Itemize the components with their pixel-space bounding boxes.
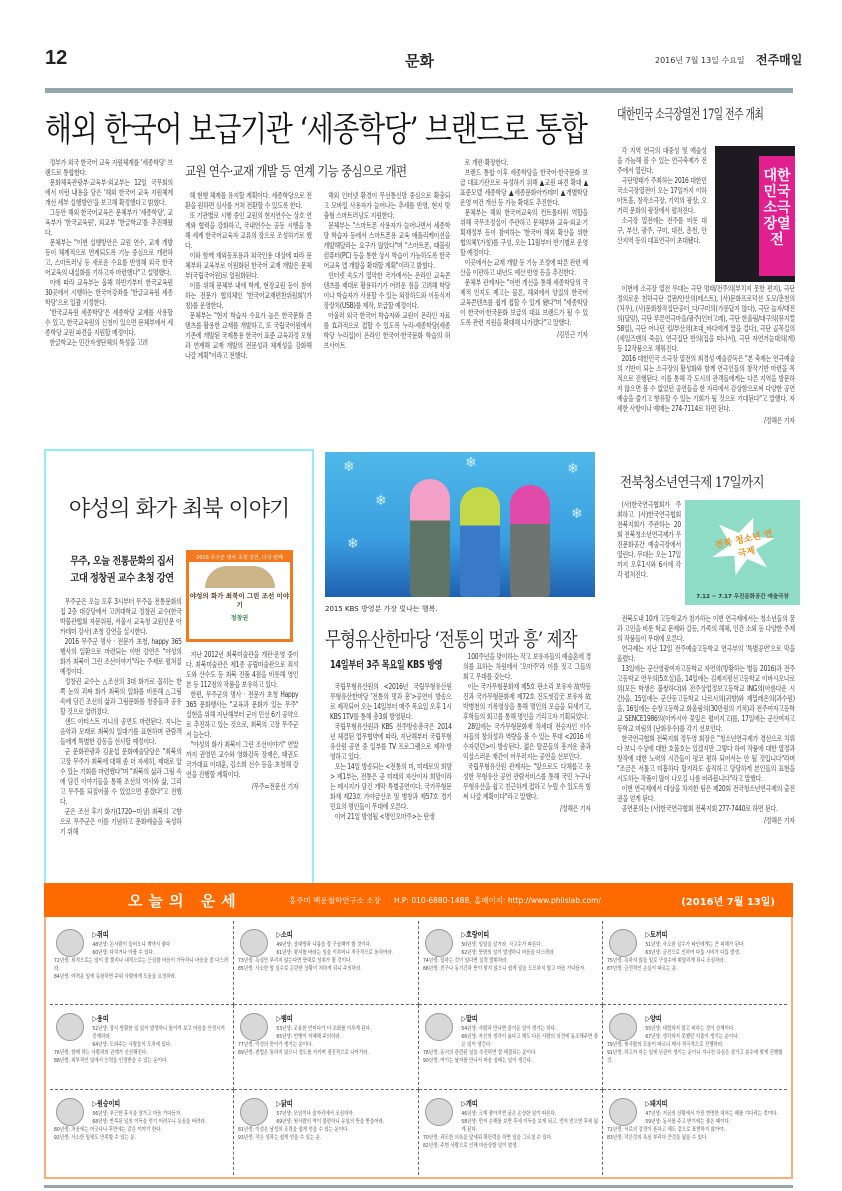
fortune-line: 67년생: 생각하지 못했던 지출이 생기는 운이다. <box>645 1034 739 1040</box>
fortune-line: 56년생: 푸근한 휴식을 삼가고 마음 가다듬자. <box>92 1111 182 1117</box>
fortune-line: 70년생: 과도한 의욕을 앞세워 확단력을 하면 일을 그르칠 수 있다. <box>422 1135 552 1141</box>
horoscope-sign <box>419 921 603 1005</box>
middle-article-col1 <box>330 682 452 822</box>
fortune-line: 69년생: 윗사람의 역이 불편하니 유일의 뜻을 받들어라. <box>276 1119 385 1125</box>
sidebar-article-2-top <box>617 500 681 580</box>
middle-subheadline: 14일부터 3주 목요일 KBS 방영 <box>330 659 443 671</box>
fortune-line: 68년생: 반목된 일의 이득을 얻기 어려우니 욕심을 버려라. <box>92 1119 207 1125</box>
fortune-line: 52년생: 잠시 방황한 일 있이 발생하니 돌이켜 보고 마음을 안정시켜 중재하라. <box>92 1026 225 1040</box>
paragraph: 한편, 무주군의 명사 · 전문가 초청 Happy 365 문화행사는 "교육과 문화가 있는 무주" 실현을 위해 지난해부터 군이 민선 6기 공약으로 추진하고 있는 것으로, 최북의 고장 무주군서 늘는다. <box>186 690 299 739</box>
horoscope-sign-text <box>238 1013 413 1057</box>
paragraph: (사)한국연극협회가 주최하고 (사)한국연극협회 전북지회가 주관하는 20회 전북청소년연극제가 우진문화공간 예술극장에서 열린다. 무대는 오는 17일까지 오후1시와 6시에 각각 펼쳐진다. <box>617 500 681 579</box>
paragraph: 문체부는 "이번 실행방안은 교원 연수, 교재 개발 등이 체계적으로 연계되도록 기능 중심으로 개편하고, 스마트러닝 등 새로운 수요를 반영해 외국 한국어교육의 내실화를 기하고자 마련했다"고 설명했다. <box>45 238 173 277</box>
paragraph: 군 문화관광과 김윤섭 문화예술담당은 "최북의 고장 무주가 최북에 대해 좀 더 자세히, 제대로 알 수 있는 기회를 마련했다"며 "최북의 삶과 그림 속에 담긴 이야기들을 통해 조선의 역사와 삶, 그리고 무주를 되짚어볼 수 있었으면 좋겠다"고 전했다. <box>60 747 182 806</box>
main-article-col1 <box>45 158 173 348</box>
paragraph: 이번에 소극장 열전 무대는 극단 명태/전주의(부치지 못한 편지), 극단 정의로운 천하극단 걸판/안산의(레스트), (사)문화프로덕션 도모/춘천의(처우), (사)문화창작집단공터_다/구미의(가롱답지 않다), 극단 놀자/대전의(달맞), 극단 푸른연극마을/광주(인터고레), 극단 한울림/대구의(뮤지컬 58일), 극단 어나던 킹/부산의(초대_바다에게 말을 걸다), 극단 골목길의(세일즈맨의 죽음), 연극집단 반의(집을 떠나서), 극단 자연거늘대의(개) 등 12작품으로 채워진다. <box>617 284 795 353</box>
paragraph: 소극장 열전에는 전주를 비롯 대구, 부산, 광주, 구미, 대전, 춘천, 안산지역 등의 대표연극이 초대됐다. <box>617 216 707 245</box>
fortune-line: 46년생: 크게 좋아지면 굴은 손상한 일이 따른다. <box>460 1111 556 1117</box>
paragraph: 국립무형유산원 관계자는 "앞으로도 다채롭고 풍성한 무형유산 공연 관람서비스를 통해 국민 누구나 무형유산을 쉽고 친근하게 접하고 누릴 수 있도록 힘써 나갈 계획이다"라고 말했다. <box>463 762 591 801</box>
fortune-line: 47년생: 지금의 상황에서 가장 현명한 대처는 때를 기다리는 것이다. <box>645 1111 778 1117</box>
fortune-line: 86년생: 친구나 동기간과 뜻이 맞지 않으니 쉽게 일을 도모하지 말고 마음 가다듬자. <box>422 966 586 972</box>
fortune-line: 54년생: 사람과 만나면 즐거운 일이 생기는 하다. <box>460 1026 556 1032</box>
fortune-line: 87년생: 금전적인 손실이 따르는 운. <box>606 966 678 972</box>
byline: /김민근 기자 <box>557 330 588 339</box>
paragraph: 문화체육관광부·교육부·외교부는 12일 국무회의에서 이런 내용을 담은 '해외 한국어 교육 지원체계 개선 세부 실행방안'을 보고해 확정했다고 밝혔다. <box>45 178 173 207</box>
fortune-line: 53년생: 조용한 언어다가 더 조화를 이루게 된다. <box>276 1026 372 1032</box>
horoscope-sign <box>234 921 418 1005</box>
sidebar-article-1-text <box>617 284 795 414</box>
sidebar-article-1-body <box>617 284 795 426</box>
snowflake-icon: ❄ <box>347 536 359 552</box>
byline: /정해은 기자 <box>763 416 795 425</box>
sign-name: ▷ 말띠 <box>461 1013 598 1025</box>
horoscope-sign <box>50 921 234 1005</box>
horoscope-sign-text <box>54 1013 229 1065</box>
boxed-subheadline <box>58 553 186 587</box>
fan-painting-image <box>205 566 275 588</box>
horoscope-title: 오늘의 운세 <box>128 892 242 910</box>
poster-title: 야성의 화가 최북이 그린 조선 이야기 <box>189 592 290 609</box>
performer-figure <box>460 487 500 597</box>
fortune-line: 88년생: 외부적인 일에서 능력을 인정받을 수 있는 운이다. <box>54 1058 168 1064</box>
sign-name: ▷ 개띠 <box>461 1098 598 1110</box>
horoscope-sign <box>234 1090 418 1175</box>
horoscope-sign-text <box>607 1013 783 1065</box>
fortune-line: 65년생: 언행이 지혜해 주의하라. <box>276 1034 342 1040</box>
issue-date: 2016년 7월 13일 수요일 <box>655 56 745 65</box>
horoscope-sign-text <box>54 929 229 981</box>
paragraph: '한국교육원 세종학당'은 세종학당 교재를 사용할 수 있고, 한국교육원의 신청이 있으면 문체부에서 세종학당 교원 파견을 지원할 예정이다. <box>45 308 173 337</box>
horoscope-sign-text <box>607 1098 783 1142</box>
paragraph: 연극제는 지난 12일 전주예술고등학교 연극부의 '특별공연'으로 막을 올렸다. <box>617 644 795 663</box>
paragraph: 2016 대한민국 소극장 열전의 최경성 예술감독은 "본 축제는 연극예술의 기반이 되는 소극장의 활성화와 함께 연극인들의 창작기반 마련을 목적으로 진행된다. 이를 통해 각 도시의 관객들에게는 다른 지역을 방문하지 않으면 볼 수 없었던 공연들을 한 자리에서 감상함으로써 다양한 공연예술을 즐기고 향유할 수 있는 기회가 될 것으로 기대된다"고 말했다. 자세한 사항이나 예매는 274-7114로 하면 된다. <box>617 354 795 413</box>
paragraph: 문체부는 "스마트폰 사용자가 늘어나면서 세종학당 학습자 등에서 스마트폰용 교육 애플리케이션을 개발해달라는 요구가 많았다"며 "스마트폰, 태블릿컴퓨터(PC) 등을 통한 상시 학습이 가능하도록 한국어교육 앱 개발을 확대할 계획"이라고 밝혔다. <box>323 221 451 270</box>
paragraph: 그동안 해외 한국어교육은 문체부가 '세종학당', 교육부가 '한국교육원', 외교부 '한글학교'를 추진해왔다. <box>45 208 173 237</box>
boxed-article-col2-text <box>186 650 298 780</box>
photo-caption: 2015 KBS 방영분 가장 빛나는 행복. <box>325 605 438 613</box>
paragraph: 문체부는 "현지 학습자 수요가 높은 한국문화 콘텐츠를 활용한 교재를 개발하고, 또 국립국어원에서 기존에 개발된 국제통용 한국어 표준 교육과정 모형과 연계해 교재 개발의 전문성과 체계성을 강화해 나갈 계획"이라고 전했다. <box>185 311 312 360</box>
fortune-line: 84년생: 어려운 일에 동참하면 주위 사람에게 도움을 요청하라. <box>54 974 177 980</box>
boxed-headline: 야성의 화가 최북 이야기 <box>68 497 290 522</box>
fortune-line: 57년생: 모임이나 술자리에서 조심하자. <box>276 1111 355 1117</box>
sidebar-headline-2: 전북청소년연극제 17일까지 <box>620 475 764 491</box>
fortune-line: 63년생: 금전으로 인하여 다툼 시비가 다툼 발생. <box>645 950 741 956</box>
horoscope-grid <box>50 921 787 1175</box>
horoscope-sign <box>603 921 787 1005</box>
fortune-line: 60년생: 다치거나 아플 수 있다. <box>92 950 155 956</box>
paragraph: 한글학교는 민간자생단체의 특성을 고려 <box>49 338 148 347</box>
horoscope-banner <box>44 883 793 917</box>
poster-dates: 7.12 ~ 7.17 우진문화공간 예술극장 <box>696 594 789 600</box>
fortune-line: 59년생: 동서를 주고 받기에는 좋은 때이다. <box>645 1119 731 1125</box>
performer-figure <box>410 479 450 597</box>
paragraph: 정창권 교수는 △조선의 3대 화가로 꼽히는 한 쪽 눈의 괴짜 화가 최북의 일화를 비롯해 △그림 속에 담긴 조선의 삶과 그림문화를 청중들과 공유할 것으로 알려졌다. <box>60 677 182 716</box>
sidebar-article-2-text <box>617 614 795 814</box>
fortune-line: 78년생: 동시의 관련된 일을 추진하면 잘 해결되는 운이다. <box>422 1050 537 1056</box>
paragraph: 13일에는 군산영광여자고등학교 자연의(방황하는 별들 2016)과 전주고등학교 연우의(5호실)을, 14일에는 김제지평선고등학교 이바시오나로의(모든 학생은 불쌍하다)와 전주상업정보고등학교 ING의(아름다운 시간)을, 15일에는 군산동고등학교 나르시의(귀향)와 재밀레온의(과수원)을, 16일에는 순창고등학교 화울림의(30만원의 기적)과 전주여자고등학교 SENCE1986의(아카시아 꽃잎은 펼어지고)를, 17일에는 군산여자고등학교 미림의 (난화유수)를 각기 선보인다. <box>617 664 795 733</box>
boxed-subheadline-line2: 고대 정창권 교수 초청 강연 <box>70 572 174 584</box>
fortune-line: 62년생: 뜻밖의 일이 발생하니 마음을 다스려라. <box>460 950 555 956</box>
fortune-line: 83년생: 작은것의 욕심 부리다 큰것을 잃을 수 있다. <box>606 1135 708 1141</box>
byline: /정해은 기자 <box>763 816 795 825</box>
fortune-line: 90년생: 여기는 날자를 만나서 마음 설레는 일이 생긴다. <box>422 1058 532 1064</box>
sign-name: ▷ 소띠 <box>277 929 414 941</box>
horoscope-contact: H.P: 010-6880-1488, 홈페이지: http://www.philslab.com/ <box>394 896 601 905</box>
sign-name: ▷ 쥐띠 <box>92 929 229 941</box>
sign-name: ▷ 닭띠 <box>277 1098 414 1110</box>
fortune-line: 66년생: 자신의 생각이 옳다고 해도 다른 사람의 의견에 동조해주면 좋은 일이 생긴다. <box>460 1034 598 1048</box>
horoscope-sign-text <box>238 1098 413 1142</box>
fortune-line: 48년생: 돈사람이 들어오니 계약시 좋다 <box>92 942 171 948</box>
boxed-subheadline-line1: 무주, 오늘 전통문화의 집서 <box>70 555 174 567</box>
fortune-line: 61년생: 평지를 바라는 일을 이루어니 적극적으로 움직여라. <box>276 950 394 956</box>
paragraph: 이번 연극제에서 대상을 차지한 팀은 제20회 전국청소년연극제의 출전권을 얻게 된다. <box>617 784 795 803</box>
horoscope-sign <box>50 1090 234 1175</box>
fortune-line: 64년생: 도와주는 사람들이 도처에 있다. <box>92 1042 172 1048</box>
horoscope-sign <box>234 1005 418 1090</box>
boxed-article-col1 <box>60 597 182 837</box>
fortune-line: 72년생: 외적으로는 일이 잘 풀리나 내적으로는 근심할 마음이 가득하니 마음을 잘 다스려라. <box>54 958 229 972</box>
middle-headline: 무형유산한마당 ‘전통의 멋과 흥’ 제작 <box>325 627 577 651</box>
footer-rule <box>44 1185 793 1188</box>
paragraph: 정부가 외국 한국어 교육 지원체계를 '세종학당' 브랜드로 통합한다. <box>45 158 173 177</box>
fortune-line: 92년생: 사소한 일에도 만족할 수 있는 운. <box>54 1135 137 1141</box>
fortune-line: 58년생: 먼저 손해를 보면 후에 이득을 보게 되고, 먼저 얻으면 후에 잃게 된다. <box>460 1119 598 1133</box>
paragraph: 이를 위해 문체부 내에 학계, 현장교원 등이 참여하는 전문가 협의체인 '한국어교재편찬위원회'(가칭)를 운영한다. <box>185 281 312 310</box>
fortune-line: 77년생: 이성의 뜻이가 생기는 운이다. <box>238 1042 314 1048</box>
horoscope-sign <box>50 1005 234 1090</box>
snowflake-icon: ❄ <box>571 506 583 522</box>
horoscope-sign <box>603 1090 787 1175</box>
paragraph: 또 기관별로 시행 중인 교원의 현지연수는 상호 연계와 협력을 강화하고, 국내연수는 공동 시행을 통해 세계 한국어교육자 교류의 장으로 조성하기로 했다. <box>185 211 312 250</box>
fortune-line: 73년생: 욕심만 부리지 않는다면 뜻대로 성취가 될 것이다. <box>238 958 352 964</box>
fortune-line: 51년생: 사소한 실수가 타인에게는 큰 피해가 된다. <box>645 942 745 948</box>
horoscope-sign-text <box>238 929 413 973</box>
youth-theater-poster <box>685 500 800 605</box>
snowflake-icon: ❄ <box>567 461 579 477</box>
fortune-line: 49년생: 상대방과 나름을 잘 구슬해야 할 것이다. <box>276 942 372 948</box>
performer-figure <box>510 485 550 597</box>
sidebar-article-1-top <box>617 146 707 246</box>
paragraph: 이어 21일 방영될 <명인오마주>는 탄생 <box>334 812 435 821</box>
paragraph: 100주년을 맞이하는 작고 보유자들의 예술혼에 경의를 표하는 차원에서 '오마주'라 이름 짓고 그들의 회고 무대를 갖는다. <box>463 652 591 681</box>
sign-name: ▷ 용띠 <box>92 1013 229 1025</box>
main-article-col4-text <box>460 158 588 328</box>
fortune-line: 85년생: 사소한 말 실수로 곤란한 상황이 처하게 되니 주의하라. <box>238 966 363 972</box>
header-rule <box>45 88 793 93</box>
fortune-line: 74년생: 일하는 것이 있다면 실력 발휘하라. <box>422 958 508 964</box>
paragraph: 이와 함께 재외동포용과 외국인용 대상에 따라 문체부와 교육부로 이원화된 한국어 교재 개발은 문체부(국립국어원)로 일원화된다. <box>185 251 312 280</box>
fortune-line: 81년생: 이성은 남성의 조력을 쉽게 얻을 수 있는 운이다. <box>238 1127 350 1133</box>
fortune-line: 89년생: 편법은 통하지 않으니 정도를 지키며 점진적으로 나아가라. <box>238 1050 370 1056</box>
page-number: 12 <box>45 47 68 69</box>
horoscope-sign <box>603 1005 787 1090</box>
boxed-article-col2 <box>186 650 298 792</box>
paragraph: 오는 14일 방송되는 <전통의 미, 미래로의 희망> 제1부는, 전통은 곧 미래의 자산이자 희망이라는 메시지가 담긴 개막 특별공연이다. 국가무형문화재 제23호 가야금산조 및 병창과 제57호 경기민요의 명인들이 무대에 오른다. <box>330 762 452 811</box>
paragraph: 로 개편·확장한다. <box>464 158 509 167</box>
newspaper-name: 전주매일 <box>756 53 803 67</box>
main-article-col23 <box>185 191 450 361</box>
poster-top-bar: 2016 무주군 명사 초청 강연, 다섯 번째 <box>189 553 290 562</box>
sidebar-article-2-body <box>617 614 795 826</box>
horoscope-sign-text <box>423 1098 598 1150</box>
paragraph: 브랜드 통합 이후 세종학당을 한국어·한국문화 보급 대표기관으로 육성하기 위해 ▲교원 파견 확대 ▲표준모델 세종학당 ▲세종문화아카데미 ▲개별학당 운영 여건 개선 등 기능 확대도 추진한다. <box>460 168 588 207</box>
sign-name: ▷ 돼지띠 <box>645 1098 783 1110</box>
main-subheadline: 교원 연수·교재 개발 등 연계 기능 중심으로 개편 <box>185 164 407 180</box>
horoscope-sign <box>419 1005 603 1090</box>
fortune-line: 82년생: 주변 사람으로 인해 마음상할 일이 발생. <box>422 1143 518 1149</box>
byline: /정해은 기자 <box>560 804 591 813</box>
paragraph: 국립무형유산원과 KBS 전주방송총국은 2014년 체결된 업무협약에 따라, 지난해부터 국립무형유산원 공연 중 일부를 TV 프로그램으로 제작·방영하고 있다. <box>330 722 452 761</box>
sidebar-headline-1: 대한민국 소극장열전 17일 전주 개최 <box>617 107 764 123</box>
sign-name: ▷ 호랑이띠 <box>461 929 598 941</box>
theater-festival-poster <box>715 146 795 282</box>
fortune-line: 71년생: 서로의 감정이 폰다고 해도 겉으로 표현하지 않아야. <box>606 1127 725 1133</box>
fortune-line: 55년생: 대립하지 말고 피하는 것이 상책이다. <box>645 1026 735 1032</box>
fortune-line: 93년생: 작은 성과는 쉽게 얻을 수 있는 운. <box>238 1135 322 1141</box>
fortune-line: 76년생: 함께 하는 사람과의 관계가 신선해진다. <box>54 1050 148 1056</box>
paragraph: "야성의 화가 최북이 그린 조선이야기" 연말까지 권영민 교수와 영화감독 장재은, 태권도 국가대표 이대훈, 김소희 선수 등을 초청해 강연을 진행할 계획이다. <box>186 740 299 779</box>
paragraph: 28일에는 국가무형문화재 차세대 전승자인 이수자들의 창의성과 역량을 볼 수 있는 무대 <2016 이수자뎐뎐>이 방송된다. 젊은 탈꾼들의 흥겨운 춤과 익살스러운 재간이 어우러지는 공연을 선보인다. <box>463 722 591 761</box>
performance-photo <box>325 452 595 597</box>
main-headline: 해외 한국어 보급기관 ‘세종학당’ 브랜드로 통합 <box>45 110 587 150</box>
paragraph: 이에 따라 교육부는 올해 하반기부터 한국교육원 30곳에서 시행하는 한국어강좌를 '한글교육원 세종학당'으로 일괄 지정한다. <box>45 278 173 307</box>
poster-title: 대한민국소극장열전 <box>763 168 791 248</box>
byline: /무주=전문선 기자 <box>251 782 299 791</box>
paragraph: 이곳에서는 교재 개발 등 기능 조정에 따른 관련 예산을 이관하고 내년도 예산 반영 등을 추진한다. <box>460 258 588 277</box>
horoscope-sign-text <box>54 1098 229 1142</box>
sign-name: ▷ 양띠 <box>645 1013 783 1025</box>
paragraph: 문체부 관계자는 "이번 개선을 통해 세종학당의 국제적 인지도 제고는 물론, 해외에서 양질의 한국어 교육콘텐츠를 쉽게 접할 수 있게 됐다"며 "세종학당이 한국어·한국문화 보급의 대표 브랜드가 될 수 있도록 관련 지원을 확대해 나가겠다"고 말했다. <box>460 278 588 327</box>
fortune-line: 91년생: 하고자 하는 일에 난관이 생기는 운이니 지나친 욕심은 삼가고 분수에 맞게 진행할 것. <box>606 1050 783 1064</box>
paragraph: 극단명태가 주최하는 2016 대한민국소극장열전이 오는 17일까지 이하아트홀, 창작소극장, 기억의 광장, 오거리 문화의 광장에서 펼쳐진다. <box>617 176 707 215</box>
paragraph: 한국연극협회 전북지회 정두영 회장은 "청소년연극제가 경선으로 치뤄다 보니 수상에 대한 호불호는 있겠지만 그렇다 하여 작품에 대한 열정과 창작에 대한 노력의 시간들이 평코 폄하 되어서는 안 될 것입니다"라며 "조금은 서툴고 미흡하다 할지라도 솔직하고 당당하게 본인들의 표현을 시도하는 작품이 많이 나오길 나름 바라봅니다"라고 말했다. <box>617 734 795 783</box>
paragraph: 국립무형유산원의 <2016년 국립무형유산원 무형유산한마당 '전통의 멋과 흥'>공연이 방송으로 제작되어 오는 14일부터 매주 목요일 오후 1시 KBS 1TV를 통해 총3회 방영된다. <box>330 682 452 721</box>
main-article-col4 <box>460 158 588 340</box>
fortune-line: 50년생: 일일을 살거라. 사고수가 따른다. <box>460 942 542 948</box>
poster-title: 전북 청소년 연극제 <box>714 529 774 560</box>
paragraph: 이는 국가무형문화재 제5호 판소리 보유자 故박동진과 국가무형문화재 제72호 진도씻김굿 보유자 故박병천의 기록영상을 통해 명인의 모습을 되새기고, 후학들의 회고를 통해 명인을 기리고자 기획되었다. <box>463 682 591 721</box>
horoscope-author: 홍주미 백운철학연구소 소장 <box>289 896 381 905</box>
paragraph: 샌드 아티스트 지니의 공연도 마련된다. 지니는 음악과 모래로 최북의 일대기를 표현하며 관람객들에게 특별한 감동을 선사할 예정이다. <box>60 717 182 746</box>
fortune-line: 75년생: 욕하지 않을 일로 구설수에 휘말리게 되니 조심하라. <box>606 958 725 964</box>
paragraph: 군은 조선 후기 화가(1720~미상) 최북의 고향으로 무주군은 이를 기념하고 문화예술을 육성하기 위해 <box>60 807 182 836</box>
paragraph: 전북도내 10개 고등학교가 참가하는 이번 연극제에서는 청소년들의 꿈과 고민을 비롯 학교 문제와 갈등, 가족의 해체, 인간 소외 등 다양한 주제의 작품들이 무대에 오른다. <box>617 614 795 643</box>
fortune-line: 80년생: 처음에는 어긋나나 후반에는 같은 이야기 한다. <box>54 1127 162 1133</box>
paragraph: 공연문의는 (사)한국연극협회 전북지회 277-7440로 하면 된다. <box>621 804 778 813</box>
snowflake-icon: ❄ <box>465 455 477 471</box>
sign-name: ▷ 뱀띠 <box>277 1013 414 1025</box>
horoscope-sign-text <box>607 929 783 973</box>
paragraph: 해 현행 체계를 유지할 계획이다. 세종학당으로 전환을 원하면 심사를 거쳐 전환할 수 있도록 한다. <box>185 191 312 210</box>
sign-name: ▷ 토끼띠 <box>645 929 783 941</box>
paragraph: 해외 인터넷 환경이 무선통신망 중심으로 확충되고 모바일 사용자가 늘어나는 추세를 반영, 현지 맞춤형 스마트러닝도 지원한다. <box>323 191 451 220</box>
horoscope-sign-text <box>423 929 598 973</box>
horoscope-date: (2016년 7월 13일) <box>681 897 775 908</box>
horoscope-sign-text <box>423 1013 598 1065</box>
lecture-poster <box>186 550 293 642</box>
middle-article-col2 <box>463 652 591 814</box>
paragraph: 2016 무주군 명사 · 전문가 초청, happy 365행사의 일환으로 마련되는 이번 강연은 "야성의 화가 최북이 그린 조선이야기"라는 주제로 펼쳐질 예정이다. <box>60 637 182 676</box>
sign-name: ▷ 원숭이띠 <box>92 1098 229 1110</box>
poster-speaker: 정창권 <box>230 615 249 622</box>
section-name: 문화 <box>405 52 434 70</box>
paragraph: 문체부는 해외 한국어교육의 컨트롤타워 역할을 위해 국무조정실이 주관하고 문체부와 교육·외교·기획재정부 등이 참여하는 '한국어 해외 확산을 위한 협의체'(가칭)를 구성, 오는 11월부터 반기별로 운영할 예정이다. <box>460 208 588 257</box>
paragraph: 지난 2012년 최북미술관을 개관·운영 중이다. 최북미술관은 제1종 공립미술관으로 죄석도와 산수도 등 최북 진품 4점을 비롯해 영인본 등 112점의 작품을 보유하고 있다. <box>186 650 299 689</box>
snowflake-icon: ❄ <box>375 493 387 509</box>
paragraph: 아울러 외국 한국어 학습자와 교원이 온라인 자료를 효과적으로 접할 수 있도록 누리-세종학당(세종학당 누리집)이 온라인 한국어·한국문화 학습의 허브사이트 <box>323 311 451 350</box>
paragraph: 각 지역 연극의 대중성 및 예술성을 가늠해 볼 수 있는 연극축제가 전주에서 열린다. <box>617 146 707 175</box>
paragraph: 인터넷 속도가 열악한 국가에서는 온라인 교육콘텐츠를 제대로 활용하기가 어려운 점을 고려해 학당이나 학습자가 사용할 수 있는 외장하드와 이동식저장장치(USB)를 제작, 보급할 예정이다. <box>323 271 451 310</box>
horoscope-sign <box>419 1090 603 1175</box>
snowflake-icon: ❄ <box>343 459 355 475</box>
fortune-line: 79년생: 윗사람의 도움이 따르니 매사 적극적으로 진행하라. <box>606 1042 724 1048</box>
paragraph: 무주군은 오늘 오후 3시부터 무주읍 전통문화의 집 2층 대강당에서 고려대학교 정창권 교수(한국박물관협회 자문위원, 서울시 교육청 교원인문 아카데미 강사) 초청 강연을 실시한다. <box>60 597 182 636</box>
middle-article-col2-text <box>463 652 591 802</box>
